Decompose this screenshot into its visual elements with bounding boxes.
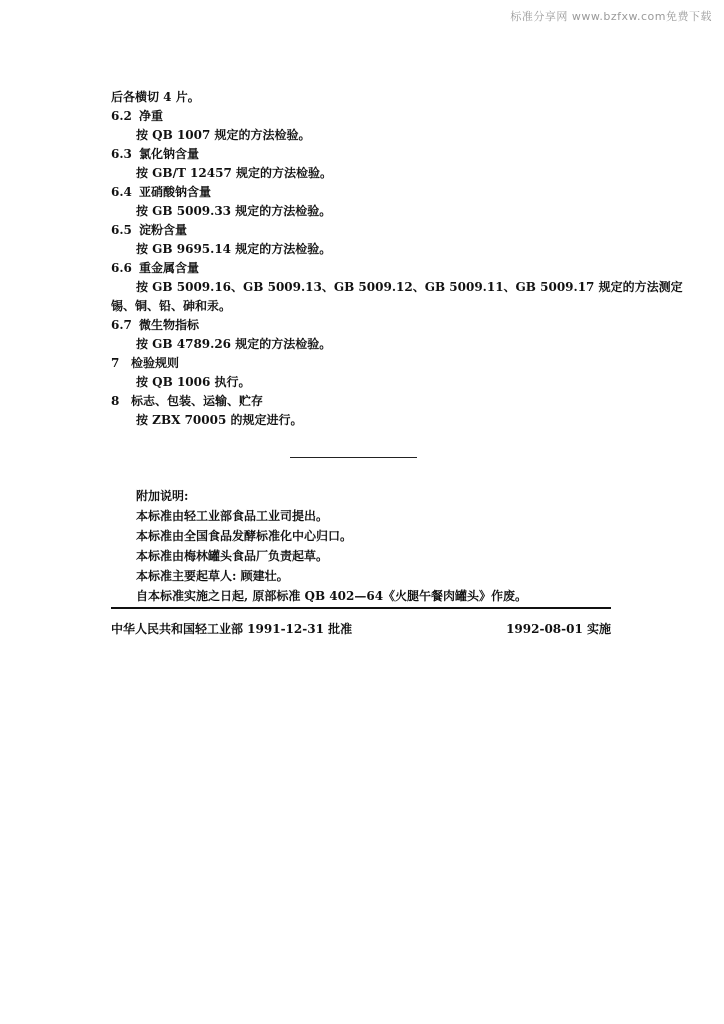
- standard-text-body: [111, 88, 683, 430]
- section-title: 检验规则: [131, 356, 180, 370]
- site-watermark: 标准分享网 www.bzfxw.com免费下载: [510, 10, 712, 23]
- section-number: 6.2: [111, 109, 132, 123]
- section-body-6-4: 按 GB 5009.33 规定的方法检验。: [136, 204, 332, 218]
- section-number: 6.4: [111, 185, 132, 199]
- note-line: 自本标准实施之日起, 原部标准 QB 402—64《火腿午餐肉罐头》作废。: [136, 589, 528, 603]
- section-title: 重金属含量: [139, 261, 200, 275]
- section-body-6-7: 按 GB 4789.26 规定的方法检验。: [136, 337, 332, 351]
- section-heading-8: [111, 392, 611, 411]
- note-line: 本标准由轻工业部食品工业司提出。: [136, 509, 329, 523]
- note-line: 本标准由梅林罐头食品厂负责起草。: [136, 549, 329, 563]
- section-heading-6-7: [111, 316, 611, 335]
- section-number: 6.3: [111, 147, 132, 161]
- section-title: 亚硝酸钠含量: [139, 185, 212, 199]
- note-line: 本标准由全国食品发酵标准化中心归口。: [136, 529, 353, 543]
- section-number: 6.6: [111, 261, 132, 275]
- section-number: 6.5: [111, 223, 132, 237]
- footer: [111, 620, 611, 637]
- section-heading-6-3: [111, 145, 611, 164]
- section-heading-6-2: [111, 107, 611, 126]
- continued-text-line: 后各横切 4 片。: [111, 90, 200, 104]
- section-body-6-6-line1: 按 GB 5009.16、GB 5009.13、GB 5009.12、GB 5009.11、GB 5009.17 规定的方法测定: [136, 280, 683, 294]
- section-body-6-2: 按 QB 1007 规定的方法检验。: [136, 128, 311, 142]
- section-title: 净重: [139, 109, 164, 123]
- section-body-6-5: 按 GB 9695.14 规定的方法检验。: [136, 242, 332, 256]
- section-body-6-6-line2: 锡、铜、铅、砷和汞。: [111, 299, 232, 313]
- footer-rule: [111, 607, 611, 609]
- note-line: 本标准主要起草人: 顾建壮。: [136, 569, 289, 583]
- section-body-7: 按 QB 1006 执行。: [136, 375, 251, 389]
- section-heading-6-4: [111, 183, 611, 202]
- section-heading-7: [111, 354, 611, 373]
- approval-statement: 中华人民共和国轻工业部 1991-12-31 批准: [111, 622, 353, 636]
- additional-notes: [136, 486, 527, 606]
- section-body-8: 按 ZBX 70005 的规定进行。: [136, 413, 303, 427]
- notes-heading: 附加说明:: [136, 489, 189, 503]
- section-heading-6-6: [111, 259, 611, 278]
- end-of-text-rule: [290, 457, 417, 458]
- section-body-6-3: 按 GB/T 12457 规定的方法检验。: [136, 166, 332, 180]
- section-title: 淀粉含量: [139, 223, 188, 237]
- section-heading-6-5: [111, 221, 611, 240]
- section-title: 微生物指标: [139, 318, 200, 332]
- section-number: 7: [111, 356, 120, 370]
- section-title: 标志、包装、运输、贮存: [131, 394, 264, 408]
- implementation-date: 1992-08-01 实施: [506, 622, 611, 636]
- section-title: 氯化钠含量: [139, 147, 200, 161]
- section-number: 6.7: [111, 318, 132, 332]
- section-number: 8: [111, 394, 120, 408]
